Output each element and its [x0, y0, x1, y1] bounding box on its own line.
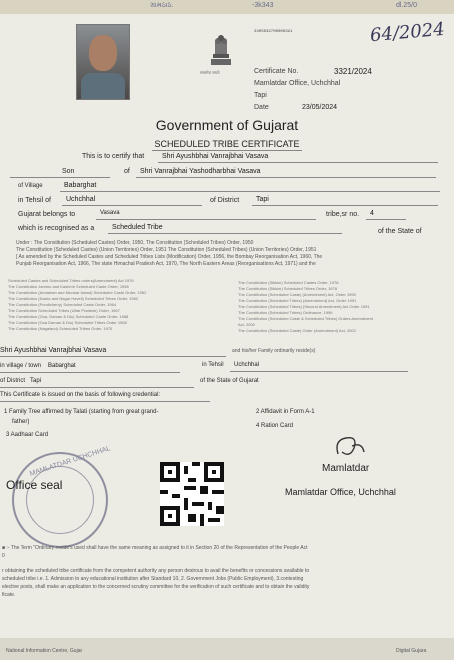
- father-name: Shri Vanrajbhai Yashodharbhai Vasava: [140, 168, 261, 175]
- office-name: Mamlatdar Office, Uchchhal: [254, 80, 341, 87]
- son-label: Son: [62, 168, 75, 175]
- tehsil2-value: Uchchhal: [234, 362, 260, 368]
- tehsil2-label: in Tehsil: [202, 362, 224, 368]
- certificate-subtitle: SCHEDULED TRIBE CERTIFICATE: [154, 139, 300, 149]
- belongs-label: Gujarat belongs to: [18, 211, 76, 218]
- qr-code-icon: [160, 462, 224, 526]
- footer-strip: [0, 638, 454, 660]
- footer-left: National Information Centre, Gujar: [6, 648, 83, 654]
- applicant-photo: [76, 24, 130, 100]
- office-seal-label: Office seal: [6, 478, 63, 492]
- office-seal-stamp: [12, 445, 112, 548]
- of-label: of: [124, 168, 130, 175]
- certificate-barcode-text: 2405032700000321: [254, 30, 293, 34]
- certify-prefix: This is to certify that: [82, 153, 145, 160]
- resident-suffix: and his/her Family ordinarily reside(s): [232, 348, 316, 354]
- note-1: ■ :- The Term "Ordinary reside's used shall have the same meaning as assigned to it in Section 20 of the Representation of the People Act: [2, 545, 308, 551]
- note-1b: 0: [2, 553, 5, 559]
- state-label: of the State of: [378, 228, 422, 235]
- recognised-value: Scheduled Tribe: [112, 224, 163, 231]
- top-strip-mid: -3k343: [252, 2, 274, 9]
- under-line-1: Under : The Constitution (Scheduled Castes) Order, 1950, The Constitution (Scheduled Tribes) Order, 1950: [16, 240, 254, 246]
- tribe-sr-value: 4: [370, 210, 374, 217]
- applicant-name: Shri Ayushbhai Vanrajbhai Vasava: [162, 153, 269, 160]
- cert-no-label: Certificate No.: [254, 68, 299, 75]
- basis-text: This Certificate is issued on the basis of following credential:: [0, 392, 161, 398]
- top-strip: [0, 0, 454, 14]
- credential-3: 3 Aadhaar Card: [6, 432, 49, 438]
- tehsil-label: in Tehsil of: [18, 197, 51, 204]
- ashoka-emblem-icon: [205, 32, 237, 68]
- date-label: Date: [254, 104, 269, 111]
- under-line-3: [ As amended by the Scheduled Castes and Scheduled Tribes Lists (Modification) Order, 1956, the Bombay Reorganisation Act, 1960, The: [16, 254, 323, 260]
- note-2d: ficate.: [2, 592, 16, 598]
- seal-ring-text: MAMLATDAR UCHCHHAL: [28, 445, 112, 478]
- credential-1: 1 Family Tree affirmed by Talati (starting from great grand-: [4, 409, 159, 415]
- mamlatdar-signature-icon: [330, 432, 370, 462]
- credential-1b: father): [12, 419, 30, 425]
- village-value: Babarghat: [64, 182, 97, 189]
- village-label: of Village: [18, 183, 43, 189]
- cert-no-value: 3321/2024: [334, 67, 372, 76]
- state-gujarat: of the State of Gujarat: [200, 378, 259, 384]
- note-2c: elective posts, shall make an application to the concerned scrutiny committee for the verification of such certificate and to obtain the validity: [2, 584, 310, 590]
- handwritten-number: 64/2024: [369, 18, 446, 47]
- top-strip-right: dl.25/0: [396, 2, 418, 9]
- tehsil-value: Uchchhal: [66, 196, 96, 203]
- footer-right: Digital Gujara: [396, 648, 427, 654]
- tribe-value: Vasava: [100, 210, 120, 216]
- credential-2: 2 Affidavit in Form A-1: [256, 409, 315, 415]
- under-line-4: Punjab Reorganisation Act, 1966, The state Himachal Pradesh Act, 1970, The North Eastern Areas (Reorganisations Act, 1971) and the: [16, 261, 316, 267]
- date-value: 23/05/2024: [302, 104, 338, 111]
- note-2b: scheduled tribe i.e. 1. Admission to any educational institution after Standard 10, 2. Government Jobs (Public Employment), 3.contesting: [2, 576, 304, 582]
- tribe-sr-label: tribe,sr no.: [326, 211, 360, 218]
- district-value: Tapi: [256, 196, 269, 203]
- signatory-title: Mamlatdar: [322, 463, 370, 474]
- top-strip-left: ગ્રામઠાઠ.: [150, 2, 174, 9]
- resident-name: Shri Ayushbhai Vanrajbhai Vasava: [0, 347, 107, 354]
- credential-4: 4 Ration Card: [256, 423, 294, 429]
- orders-list-right: The Constitution (Sikkim) Scheduled Castes Order, 1978 The Constitution (Sikkim) Scheduled Tribes Order, 1978 The Constitution (Scheduled Caste) (Amendment) Act, Order 1990 The Constitution (Scheduled Tribes) (Amendment) Act, Order 1991 The Constitution (Scheduled Tribes) (Second Amendment) Act Order 1991 The Constitution (Scheduled Tribes) Ordinance, 1996 The Constitution (Scheduled Caste & Scheduled Tribes) Orders Amendment Act, 2002 The Constitution (Scheduled Caste) Order (Amendment) Act, 2002: [238, 280, 373, 333]
- office-place: Tapi: [254, 92, 267, 99]
- district2-label: of District: [0, 378, 26, 384]
- note-2a: r obtaining the scheduled tribe certificate from the competent authority any person desirous to avail the benefits or concessions available to: [2, 568, 310, 574]
- recognised-label: which is recognised as a: [18, 225, 95, 232]
- orders-list-left: Scheduled Castes and Scheduled Tribes orders(Amendment) Act 1976 The Constitution Jammu and Kashmir Scheduled Caste Order, 1956 The Constitution (Andaman and Nicobar Island) Scheduled Caste Order, 1962 The Constitution (Dadra and Nagar Haveli) Scheduled Tribes Order, 1962 The Constitution (Pondicherry) Scheduled Caste Order, 1964 The Constitution Scheduled Tribes (Uttar Pradesh) Order, 1967 The Constitution (Goa, Daman & Diu) Scheduled Caste Order, 1968 The Constitution (Goa Daman & Diu) Scheduled Tribes Order 1968 The Constitution (Nagaland) Scheduled Tribes Order, 1970: [8, 278, 147, 331]
- district2-value: Tapi: [30, 378, 42, 384]
- village2-value: Babarghat: [48, 363, 76, 369]
- village-town-label: in village / town: [0, 363, 42, 369]
- under-line-2: The Constitution (Scheduled Castes) (Union Territories) Order, 1951 The Constitution (Scheduled Tribes) (Union Territories) Order, 1951: [16, 247, 317, 253]
- emblem-caption: सत्यमेव जयते: [200, 70, 220, 75]
- page-title: Government of Gujarat: [155, 117, 299, 133]
- signatory-office: Mamlatdar Office, Uchchhal: [285, 487, 396, 497]
- district-label: of District: [210, 197, 240, 204]
